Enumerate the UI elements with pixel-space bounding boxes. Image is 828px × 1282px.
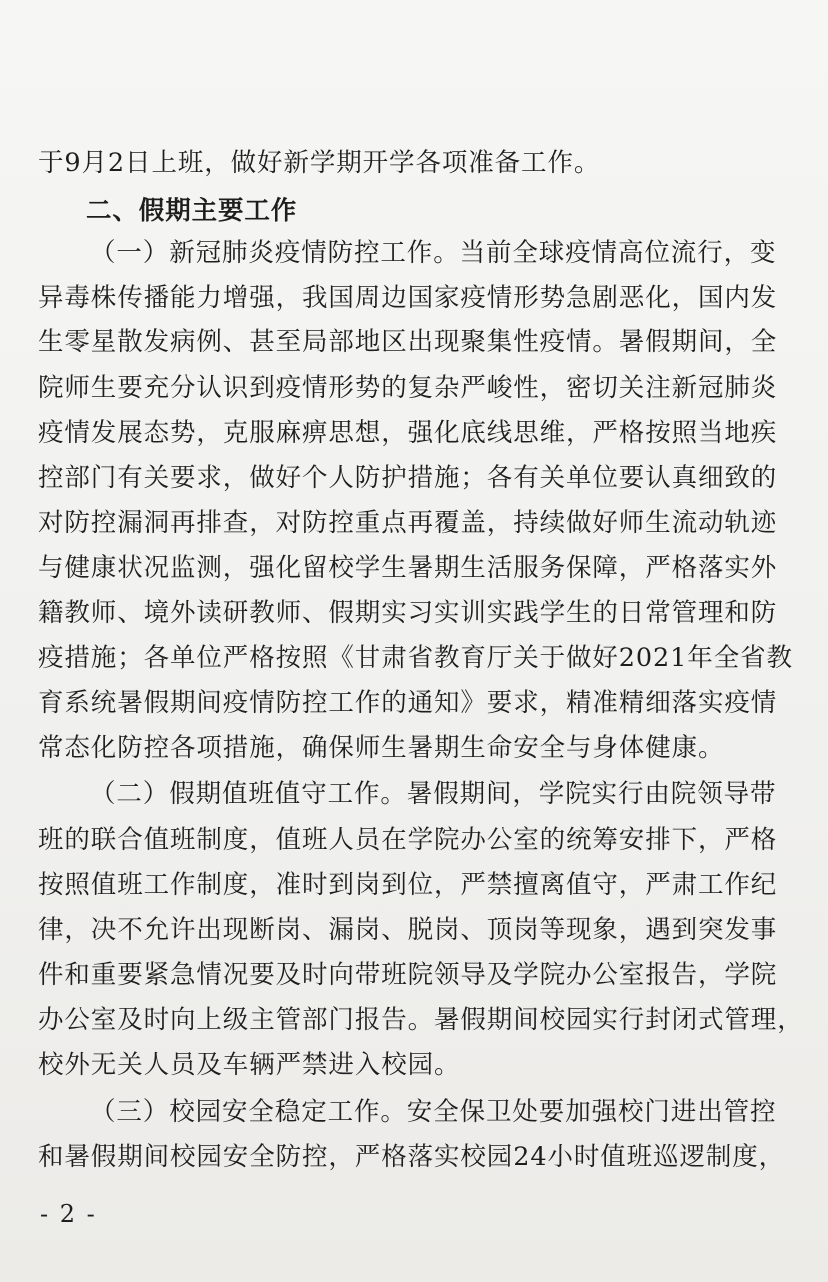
text-line: 办公室及时向上级主管部门报告。暑假期间校园实行封闭式管理， <box>38 1005 804 1035</box>
text-line: 疫情发展态势，克服麻痹思想，强化底线思维，严格按照当地疾 <box>38 418 778 448</box>
text-line: 籍教师、境外读研教师、假期实习实训实践学生的日常管理和防 <box>38 598 778 628</box>
page-number: - 2 - <box>40 1200 97 1228</box>
text-line: 生零星散发病例、甚至局部地区出现聚集性疫情。暑假期间，全 <box>38 327 778 357</box>
text-line: 异毒株传播能力增强，我国周边国家疫情形势急剧恶化，国内发 <box>38 283 778 313</box>
text-line: 按照值班工作制度，准时到岗到位，严禁擅离值守，严肃工作纪 <box>38 870 778 900</box>
text-line: 对防控漏洞再排查，对防控重点再覆盖，持续做好师生流动轨迹 <box>38 508 778 538</box>
text-line: 班的联合值班制度，值班人员在学院办公室的统筹安排下，严格 <box>38 825 778 855</box>
text-line: 校外无关人员及车辆严禁进入校园。 <box>38 1050 461 1080</box>
paragraph-start: （三）校园安全稳定工作。安全保卫处要加强校门进出管控 <box>90 1097 777 1127</box>
paragraph-start: （一）新冠肺炎疫情防控工作。当前全球疫情高位流行，变 <box>90 238 777 268</box>
text-line: 件和重要紧急情况要及时向带班院领导及学院办公室报告，学院 <box>38 960 778 990</box>
text-line: 疫措施；各单位严格按照《甘肃省教育厅关于做好2021年全省教 <box>38 643 793 673</box>
paragraph-start: （二）假期值班值守工作。暑假期间，学院实行由院领导带 <box>90 779 777 809</box>
text-line: 与健康状况监测，强化留校学生暑期生活服务保障，严格落实外 <box>38 553 778 583</box>
text-line: 育系统暑假期间疫情防控工作的通知》要求，精准精细落实疫情 <box>38 688 778 718</box>
text-line: 于9月2日上班，做好新学期开学各项准备工作。 <box>38 148 601 178</box>
section-heading: 二、假期主要工作 <box>86 196 298 226</box>
text-line: 和暑假期间校园安全防控，严格落实校园24小时值班巡逻制度， <box>38 1142 786 1172</box>
text-line: 院师生要充分认识到疫情形势的复杂严峻性，密切关注新冠肺炎 <box>38 373 778 403</box>
text-line: 常态化防控各项措施，确保师生暑期生命安全与身体健康。 <box>38 733 725 763</box>
text-line: 律，决不允许出现断岗、漏岗、脱岗、顶岗等现象，遇到突发事 <box>38 915 778 945</box>
text-line: 控部门有关要求，做好个人防护措施；各有关单位要认真细致的 <box>38 463 778 493</box>
